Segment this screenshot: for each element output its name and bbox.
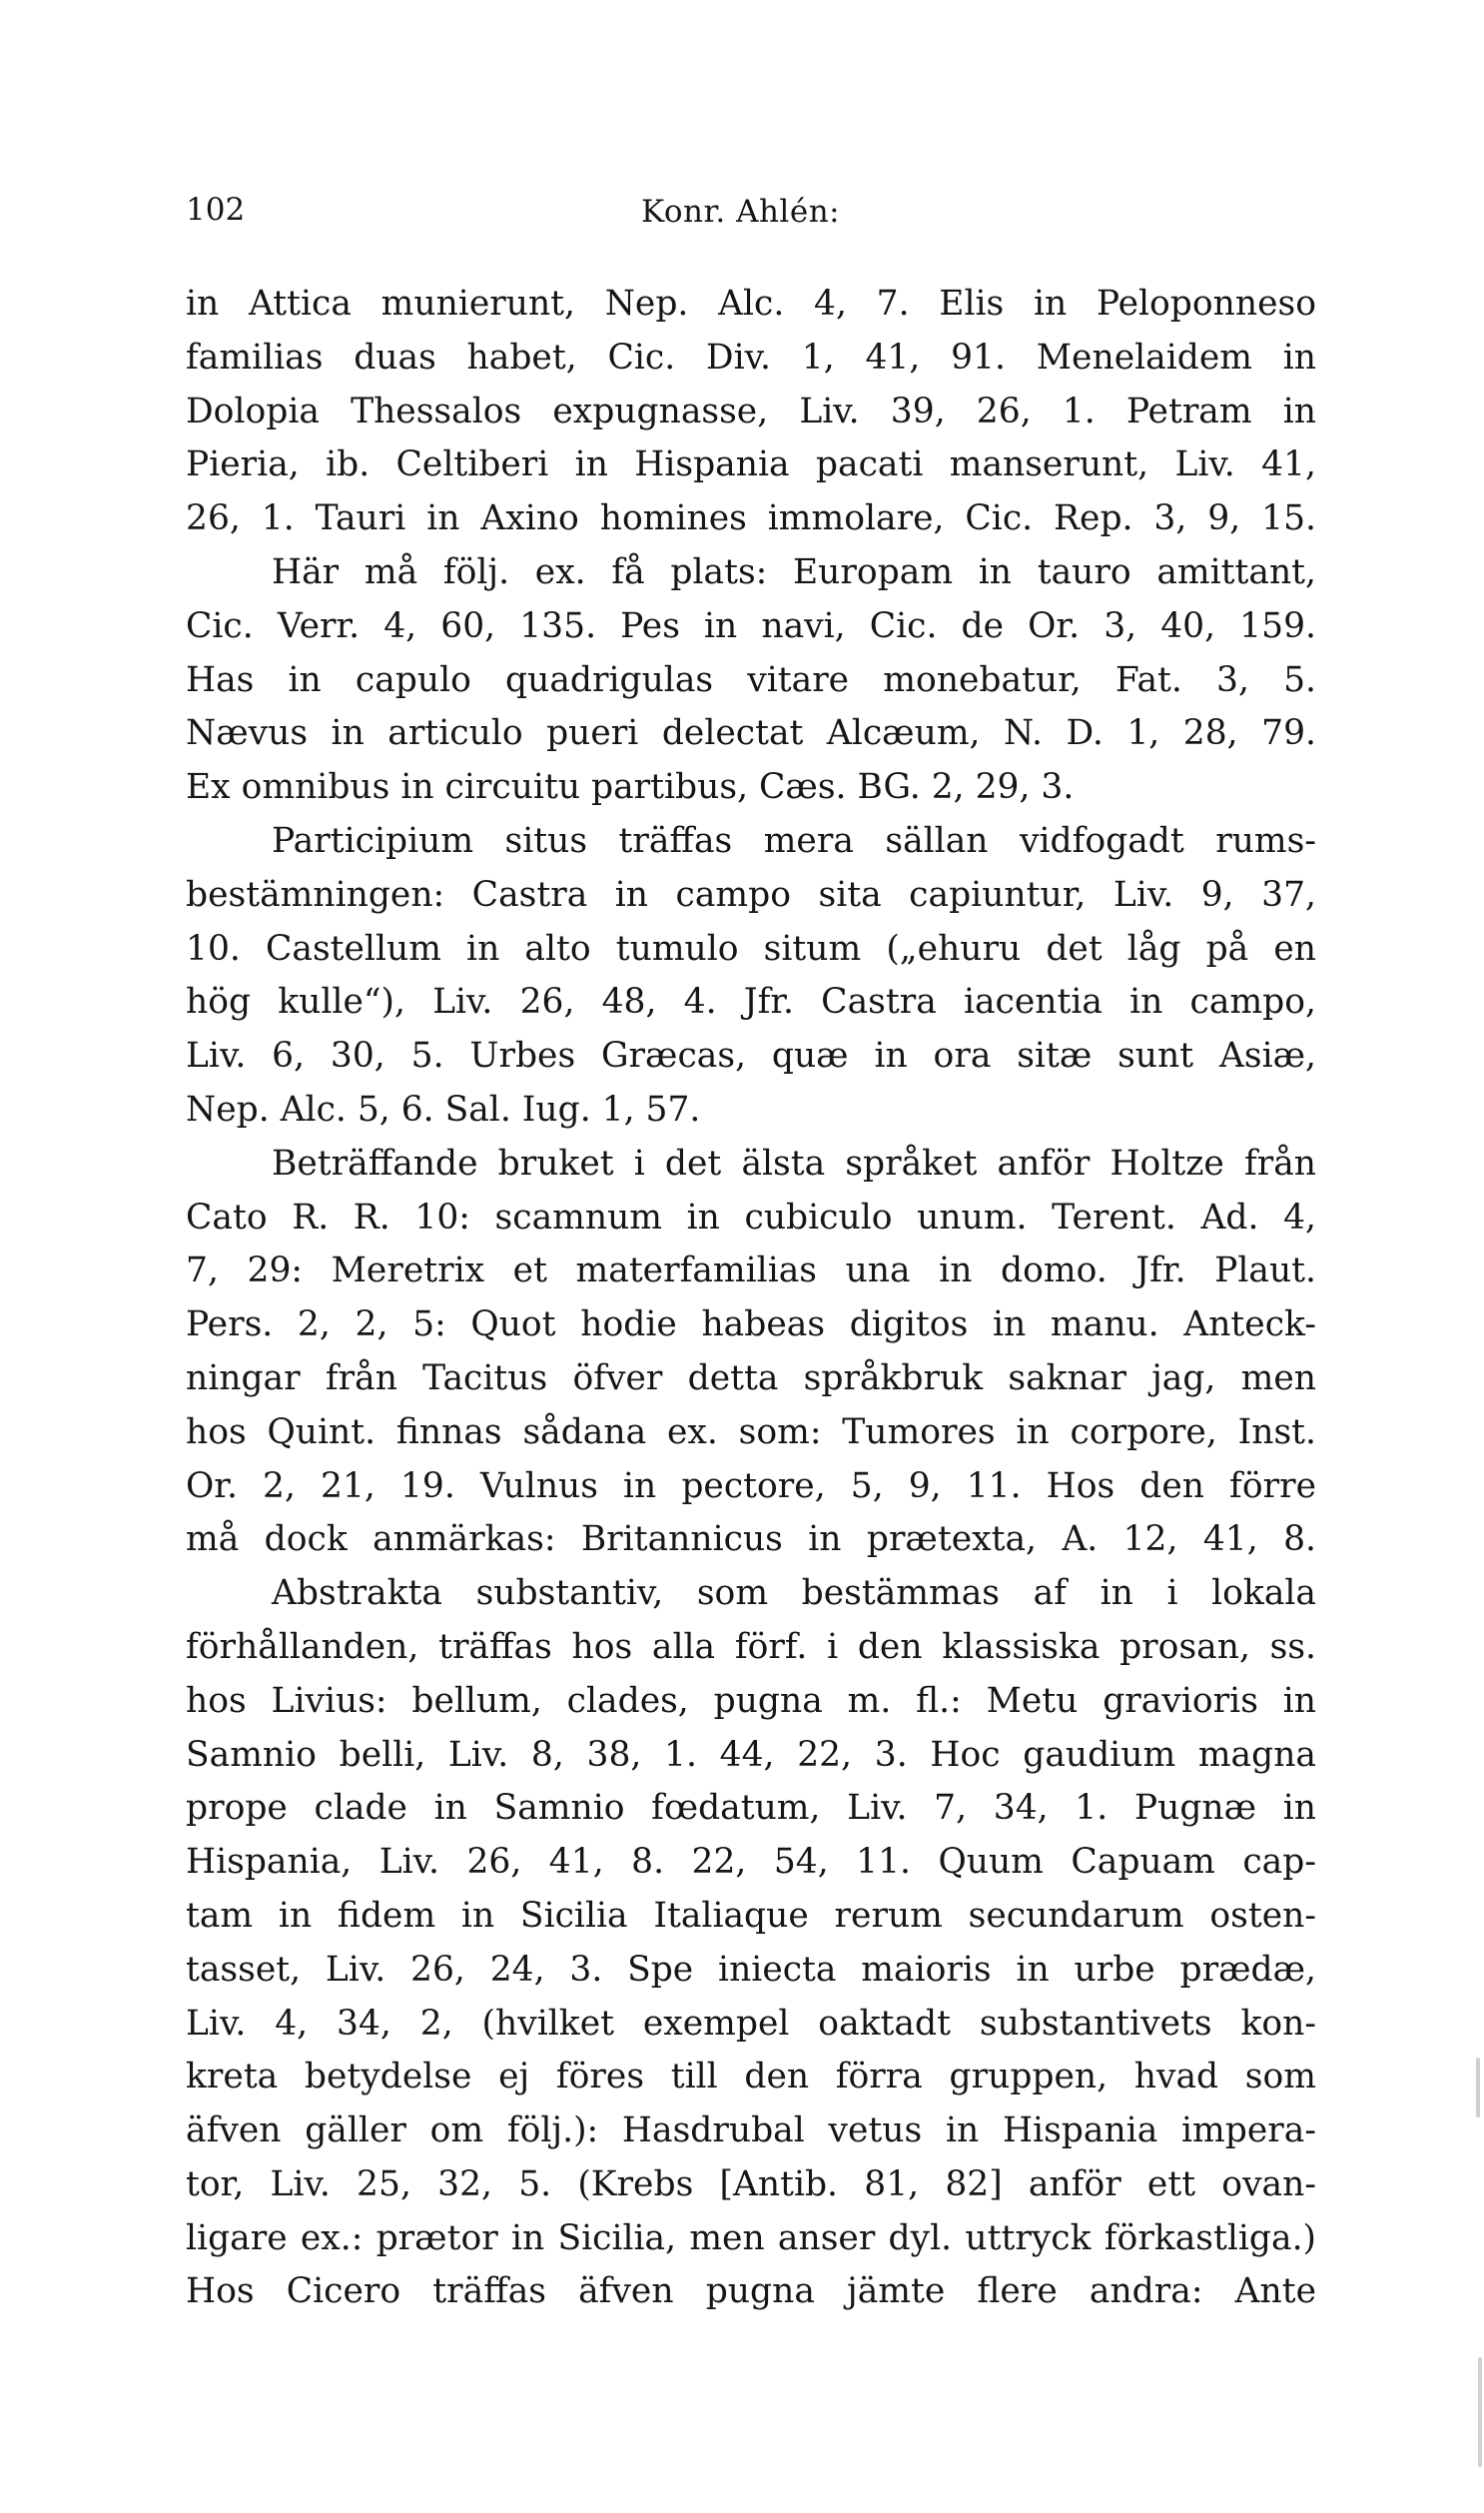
text-line: förhållanden, träffas hos alla förf. i den klassiska prosan, ss. — [186, 1626, 1316, 1667]
text-line: Nep. Alc. 5, 6. Sal. Iug. 1, 57. — [186, 1089, 701, 1130]
text-line: Beträffande bruket i det älsta språket anför Holtze från — [272, 1143, 1316, 1184]
text-line: Nævus in articulo pueri delectat Alcæum, N. D. 1, 28, 79. — [186, 713, 1316, 754]
text-line: Pers. 2, 2, 5: Quot hodie habeas digitos in manu. Anteck- — [186, 1304, 1316, 1345]
text-line: hos Quint. finnas sådana ex. som: Tumores in corpore, Inst. — [186, 1411, 1316, 1452]
text-line: Samnio belli, Liv. 8, 38, 1. 44, 22, 3. Hoc gaudium magna — [186, 1734, 1316, 1775]
text-line: Participium situs träffas mera sällan vidfogadt rums- — [272, 820, 1316, 861]
running-head: Konr. Ahlén: — [641, 194, 841, 230]
text-line: ningar från Tacitus öfver detta språkbruk saknar jag, men — [186, 1357, 1316, 1398]
text-line: Abstrakta substantiv, som bestämmas af in i lokala — [272, 1573, 1316, 1614]
text-line: familias duas habet, Cic. Div. 1, 41, 91. Menelaidem in — [186, 337, 1316, 378]
text-line: kreta betydelse ej föres till den förra gruppen, hvad som — [186, 2057, 1316, 2097]
text-line: äfven gäller om följ.): Hasdrubal vetus in Hispania impera- — [186, 2110, 1316, 2151]
text-line: Dolopia Thessalos expugnasse, Liv. 39, 26, 1. Petram in — [186, 391, 1316, 431]
text-line: ligare ex.: prætor in Sicilia, men anser dyl. uttryck förkastliga.) — [186, 2217, 1316, 2258]
text-line: Has in capulo quadrigulas vitare monebatur, Fat. 3, 5. — [186, 659, 1316, 700]
text-line: tam in fidem in Sicilia Italiaque rerum secundarum osten- — [186, 1895, 1316, 1936]
text-line: Hispania, Liv. 26, 41, 8. 22, 54, 11. Quum Capuam cap- — [186, 1842, 1316, 1883]
text-line: Hos Cicero träffas äfven pugna jämte flere andra: Ante — [186, 2271, 1316, 2312]
text-line: prope clade in Samnio fœdatum, Liv. 7, 34, 1. Pugnæ in — [186, 1788, 1316, 1829]
text-line: Cato R. R. 10: scamnum in cubiculo unum. Terent. Ad. 4, — [186, 1197, 1316, 1238]
text-line: Ex omnibus in circuitu partibus, Cæs. BG. 2, 29, 3. — [186, 767, 1075, 808]
text-line: må dock anmärkas: Britannicus in prætexta, A. 12, 41, 8. — [186, 1519, 1316, 1560]
text-line: hos Livius: bellum, clades, pugna m. fl.: Metu gravioris in — [186, 1680, 1316, 1721]
text-line: Här må följ. ex. få plats: Europam in tauro amittant, — [272, 551, 1316, 592]
text-line: 26, 1. Tauri in Axino homines immolare, Cic. Rep. 3, 9, 15. — [186, 498, 1316, 539]
text-line: Pieria, ib. Celtiberi in Hispania pacati manserunt, Liv. 41, — [186, 444, 1316, 485]
text-line: Liv. 4, 34, 2, (hvilket exempel oaktadt substantivets kon- — [186, 2003, 1316, 2044]
text-line: Or. 2, 21, 19. Vulnus in pectore, 5, 9, 11. Hos den förre — [186, 1465, 1316, 1506]
body-text — [186, 278, 1316, 2319]
scan-mark — [1476, 2058, 1480, 2117]
text-line: Cic. Verr. 4, 60, 135. Pes in navi, Cic. de Or. 3, 40, 159. — [186, 605, 1316, 646]
scan-mark — [1478, 2357, 1482, 2467]
page-header — [186, 192, 1314, 242]
text-line: 10. Castellum in alto tumulo situm („ehuru det låg på en — [186, 928, 1316, 969]
text-line: bestämningen: Castra in campo sita capiuntur, Liv. 9, 37, — [186, 874, 1316, 915]
text-line: tasset, Liv. 26, 24, 3. Spe iniecta maioris in urbe prædæ, — [186, 1949, 1316, 1990]
text-line: 7, 29: Meretrix et materfamilias una in domo. Jfr. Plaut. — [186, 1251, 1316, 1291]
text-line: Liv. 6, 30, 5. Urbes Græcas, quæ in ora sitæ sunt Asiæ, — [186, 1036, 1316, 1077]
text-line: in Attica munierunt, Nep. Alc. 4, 7. Elis in Peloponneso — [186, 284, 1316, 324]
text-line: hög kulle“), Liv. 26, 48, 4. Jfr. Castra iacentia in campo, — [186, 982, 1316, 1023]
page-number: 102 — [186, 192, 246, 228]
text-line: tor, Liv. 25, 32, 5. (Krebs [Antib. 81, 82] anför ett ovan- — [186, 2163, 1316, 2204]
